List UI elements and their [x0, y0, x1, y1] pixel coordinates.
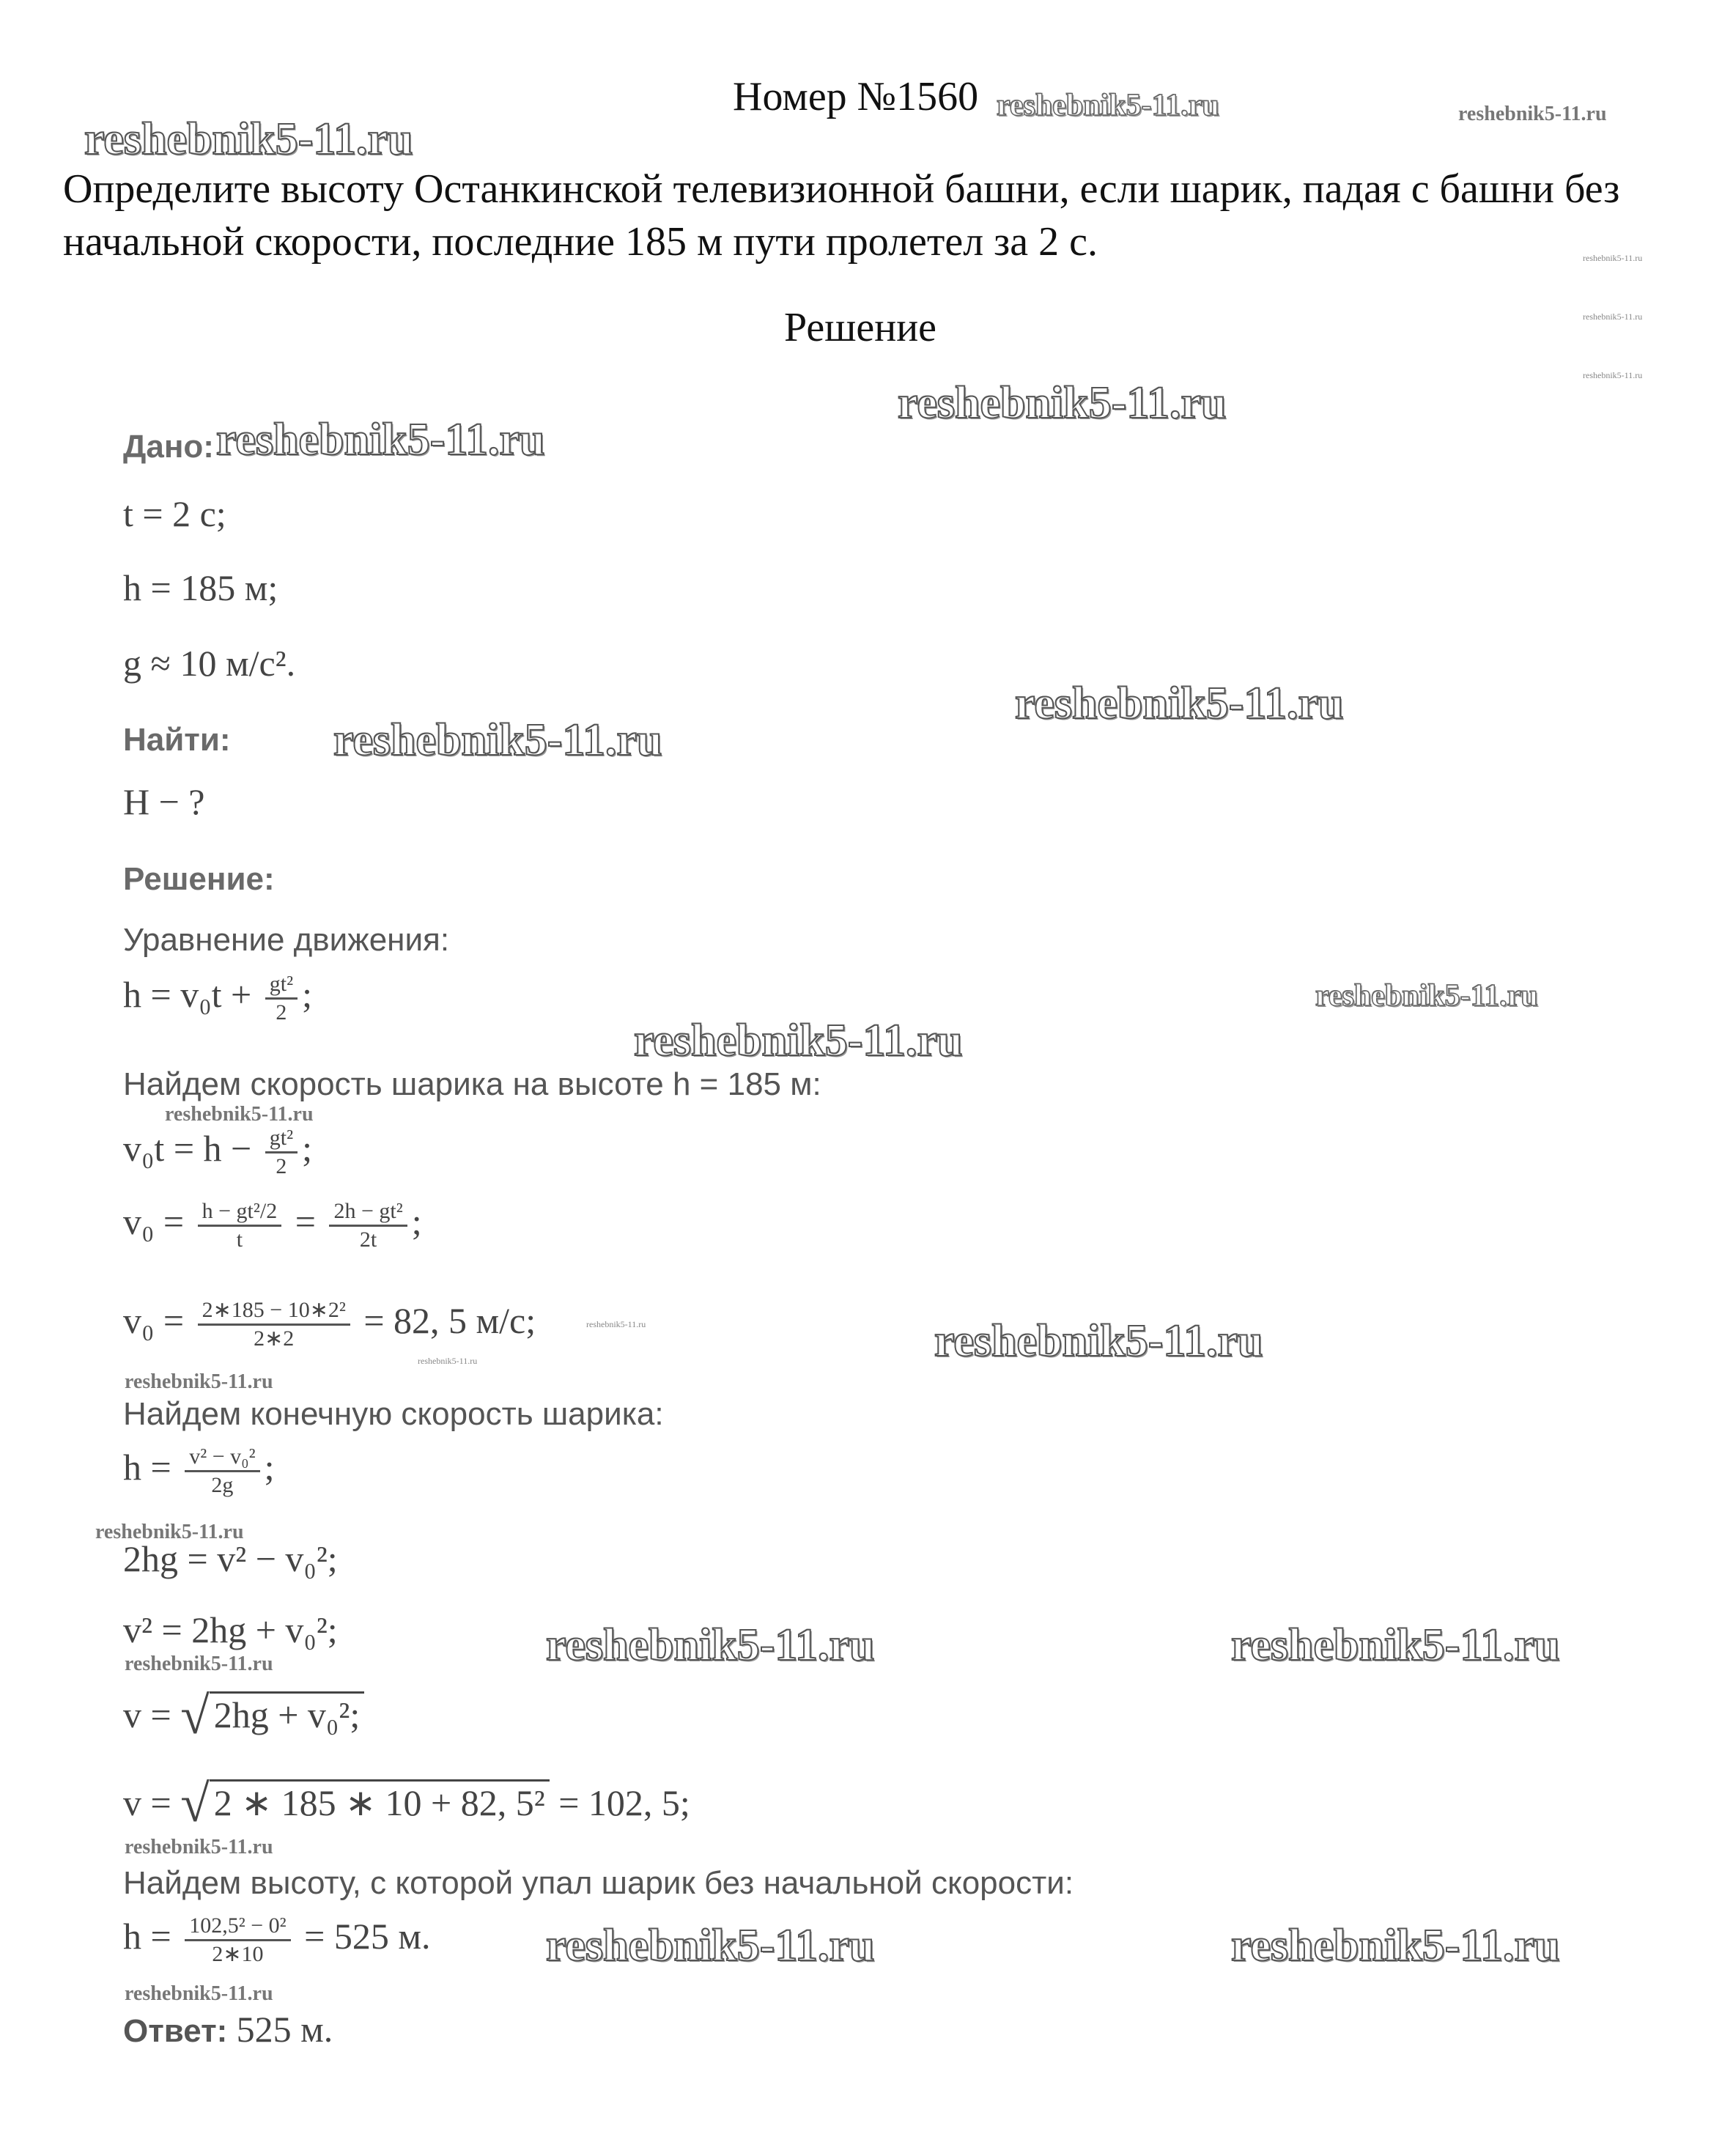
watermark: reshebnik5-11.ru — [586, 1319, 646, 1329]
watermark: reshebnik5-11.ru — [1583, 370, 1643, 380]
step-final-speed: Найдем конечную скорость шарика: — [123, 1396, 664, 1432]
watermark: reshebnik5-11.ru — [1231, 1620, 1560, 1670]
watermark: reshebnik5-11.ru — [1458, 103, 1607, 125]
watermark: reshebnik5-11.ru — [1015, 679, 1344, 728]
given-label: Дано: — [123, 429, 214, 465]
equation-7: v² = 2hg + v₀²; — [123, 1609, 338, 1650]
task-text: Определите высоту Останкинской телевизионной башни, если шарик, падая с башни без начальной скорости, последние 185 м пути пролетел за 2 с. — [63, 166, 1620, 265]
watermark: reshebnik5-11.ru — [898, 378, 1227, 428]
find-label: Найти: — [123, 722, 231, 758]
equation-1: h = v₀t + $\frac{\text{gt²}}{2}$ ; — [123, 972, 312, 1025]
solution-label: Решение: — [123, 861, 275, 897]
watermark: reshebnik5-11.ru — [1583, 311, 1643, 322]
watermark: reshebnik5-11.ru — [934, 1316, 1263, 1366]
watermark: reshebnik5-11.ru — [546, 1921, 875, 1971]
equation-10: h = $\frac{\text{102,5² − 0²}}{2∗10}$ = 525 м. — [123, 1913, 431, 1966]
find-value: H − ? — [123, 781, 205, 822]
watermark: reshebnik5-11.ru — [125, 1370, 273, 1393]
answer: Ответ: 525 м. — [123, 2009, 333, 2050]
watermark: reshebnik5-11.ru — [125, 1653, 273, 1675]
equation-4: v₀ = $\frac{\text{2∗185 − 10∗2²}}{2∗2}$ = 82, 5 м/с; — [123, 1298, 536, 1351]
watermark: reshebnik5-11.ru — [95, 1521, 244, 1543]
equation-6: 2hg = v² − v₀²; — [123, 1538, 338, 1579]
watermark: reshebnik5-11.ru — [634, 1016, 963, 1066]
solution-heading: Решение — [784, 305, 937, 350]
equation-3: v₀ = $\frac{\text{h − gt²/2}}{t}$ = $\frac{\text{2h − gt²}}{2t}$ ; — [123, 1199, 422, 1252]
equation-2: v₀t = h − $\frac{\text{gt²}}{2}$ ; — [123, 1126, 312, 1178]
watermark: reshebnik5-11.ru — [84, 114, 413, 164]
equation-9: v = √ 2 ∗ 185 ∗ 10 + 82, 5² = 102, 5; — [123, 1774, 690, 1833]
watermark: reshebnik5-11.ru — [997, 89, 1219, 122]
watermark: reshebnik5-11.ru — [165, 1103, 314, 1126]
step-equation-of-motion: Уравнение движения: — [123, 922, 450, 958]
watermark: reshebnik5-11.ru — [1231, 1921, 1560, 1971]
given-height: h = 185 м; — [123, 567, 278, 608]
watermark: reshebnik5-11.ru — [546, 1620, 875, 1670]
watermark: reshebnik5-11.ru — [333, 715, 662, 765]
watermark: reshebnik5-11.ru — [216, 415, 545, 465]
given-gravity: g ≈ 10 м/с². — [123, 643, 296, 684]
given-time: t = 2 с; — [123, 493, 226, 534]
step-initial-speed: Найдем скорость шарика на высоте h = 185 м: — [123, 1066, 821, 1102]
watermark: reshebnik5-11.ru — [1315, 979, 1538, 1013]
step-height: Найдем высоту, с которой упал шарик без начальной скорости: — [123, 1865, 1074, 1901]
equation-5: h = $\frac{\text{v² − v₀²}}{2g}$ ; — [123, 1444, 275, 1497]
watermark: reshebnik5-11.ru — [125, 1982, 273, 2005]
watermark: reshebnik5-11.ru — [418, 1356, 478, 1366]
watermark: reshebnik5-11.ru — [125, 1836, 273, 1858]
watermark: reshebnik5-11.ru — [1583, 253, 1643, 263]
equation-8: v = √ 2hg + v₀²; — [123, 1686, 364, 1746]
page-title: Номер №1560 — [733, 74, 979, 119]
